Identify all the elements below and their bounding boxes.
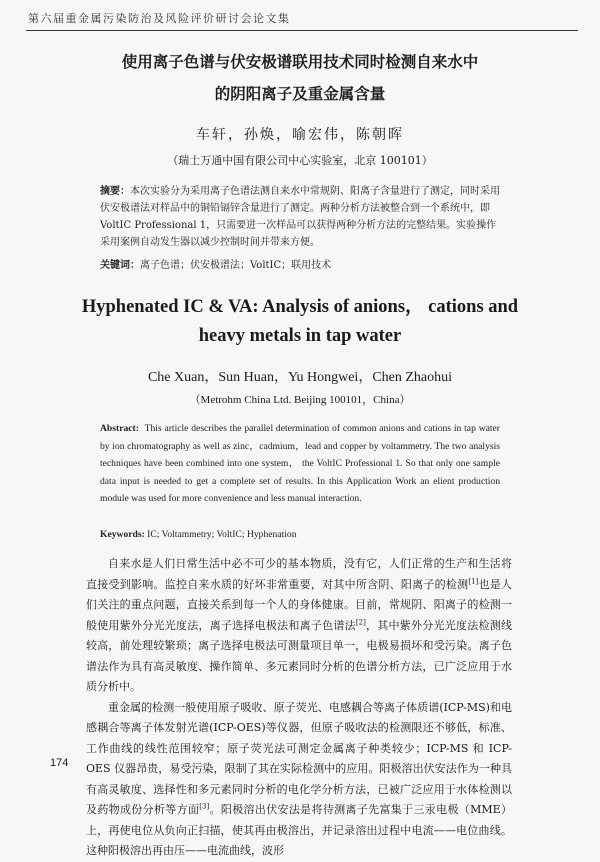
running-header: 第六届重金属污染防治及风险评价研讨会论文集 — [28, 12, 291, 25]
en-keywords-text: IC; Voltammetry; VoltIC; Hyphenation — [147, 529, 297, 540]
en-abstract-text: This article describes the parallel determination of common anions and cations in tap water by ion chromatography as well as zinc，cadmium，lead and copper by voltammetry. The two analysis techniques have been combined into one system， the VoltIC Professional 1. So that only one sample data input is needed to get a complete set of results. In this Application Work an elient production module was used for more convenience and less manual interaction. — [100, 423, 500, 504]
en-keywords-label: Keywords: — [100, 529, 145, 540]
body-p2-part-a: 重金属的检测一般使用原子吸收、原子荧光、电感耦合等离子体质谱(ICP-MS)和电感耦合等离子体发射光谱(ICP-OES)等仪器，但原子吸收法的检测限还不够低，标准、工作曲线的线性范围较窄；原子荧光法可测定金属离子种类较少；ICP-MS 和 ICP-OES 仪器昂贵，易受污染，限制了其在实际检测中的应用。阳极溶出伏安法作为一种具有高灵敏度、选择性和多元素同时分析的电化学分析方法，已被广泛应用于水体检测以及药物成份分析等方面 — [86, 700, 512, 816]
cn-affiliation: （瑞士万通中国有限公司中心实验室，北京 100101） — [167, 154, 433, 167]
body-p1-part-c: ，其中紫外分光光度法检测线较高，前处理较繁琐；离子选择电极法可测量项目单一，电极易损坏和受污染。离子色谱法作为具有高灵敏度、操作简单、多元素同时分析的色谱分析方法，已广泛应用于水质分析中。 — [86, 618, 513, 693]
cn-authors: 车轩，孙焕，喻宏伟，陈朝晖 — [196, 127, 404, 143]
citation-ref-3: [3] — [199, 802, 210, 811]
cn-abstract-label: 摘要： — [100, 186, 130, 197]
body-p1-part-a: 自来水是人们日常生活中必不可少的基本物质，没有它，人们正常的生产和生活将直接受到影响。监控自来水质的好坏非常重要，对其中所含阴、阳离子的检测 — [86, 557, 512, 591]
en-abstract — [100, 420, 500, 508]
cn-title-line-1: 使用离子色谱与伏安极谱联用技术同时检测自来水中 — [121, 53, 479, 71]
en-affiliation: （Metrohm China Ltd. Beijing 100101，China） — [189, 394, 411, 406]
body-paragraph-1 — [86, 554, 512, 698]
header-rule — [26, 30, 578, 31]
en-keywords — [100, 526, 500, 544]
body-p1-part-b: 也是人们关注的重点问题，直接关系到每一个人的身体健康。目前，常规阴、阳离子的检测一般使用紫外分光光度法，离子选择电极法和离子色谱法 — [86, 577, 513, 632]
page-number: 174 — [50, 757, 69, 769]
citation-ref-2: [2] — [355, 617, 366, 626]
body-text — [86, 554, 512, 862]
citation-ref-1: [1] — [468, 576, 479, 585]
cn-keywords-text: 离子色谱；伏安极谱法；VoltIC；联用技术 — [140, 260, 332, 271]
cn-abstract-text: 本次实验分为采用离子色谱法测自来水中常规阴、阳离子含量进行了测定，同时采用伏安极谱法对样品中的铜铅镉锌含量进行了测定。两种分析方法被整合到一个系统中，即 VoltIC Professional 1，只需要进一次样品可以获得两种分析方法的完整结果。实验操作采用案例自动发生器以减少控制时间并带来方便。 — [100, 186, 500, 248]
cn-keywords-label: 关键词： — [100, 260, 140, 271]
body-paragraph-2 — [86, 698, 512, 862]
en-title-line-2: heavy metals in tap water — [198, 326, 402, 346]
cn-keywords — [100, 257, 500, 274]
cn-abstract — [100, 183, 500, 251]
body-p2-part-b: 。阳极溶出伏安法是将待测离子先富集于三汞电极（MME）上，再使电位从负向正扫描，使其再由极溶出，并记录溶出过程中电流——电位曲线。这种阳极溶出再由压——电流曲线，波形 — [86, 803, 512, 857]
en-title-line-1: Hyphenated IC & VA: Analysis of anions， cations and — [81, 297, 519, 317]
en-authors: Che Xuan，Sun Huan，Yu Hongwei，Chen Zhaohui — [147, 370, 453, 385]
cn-title-line-2: 的阴阳离子及重金属含量 — [214, 85, 386, 103]
en-abstract-label: Abstract: — [100, 423, 139, 434]
